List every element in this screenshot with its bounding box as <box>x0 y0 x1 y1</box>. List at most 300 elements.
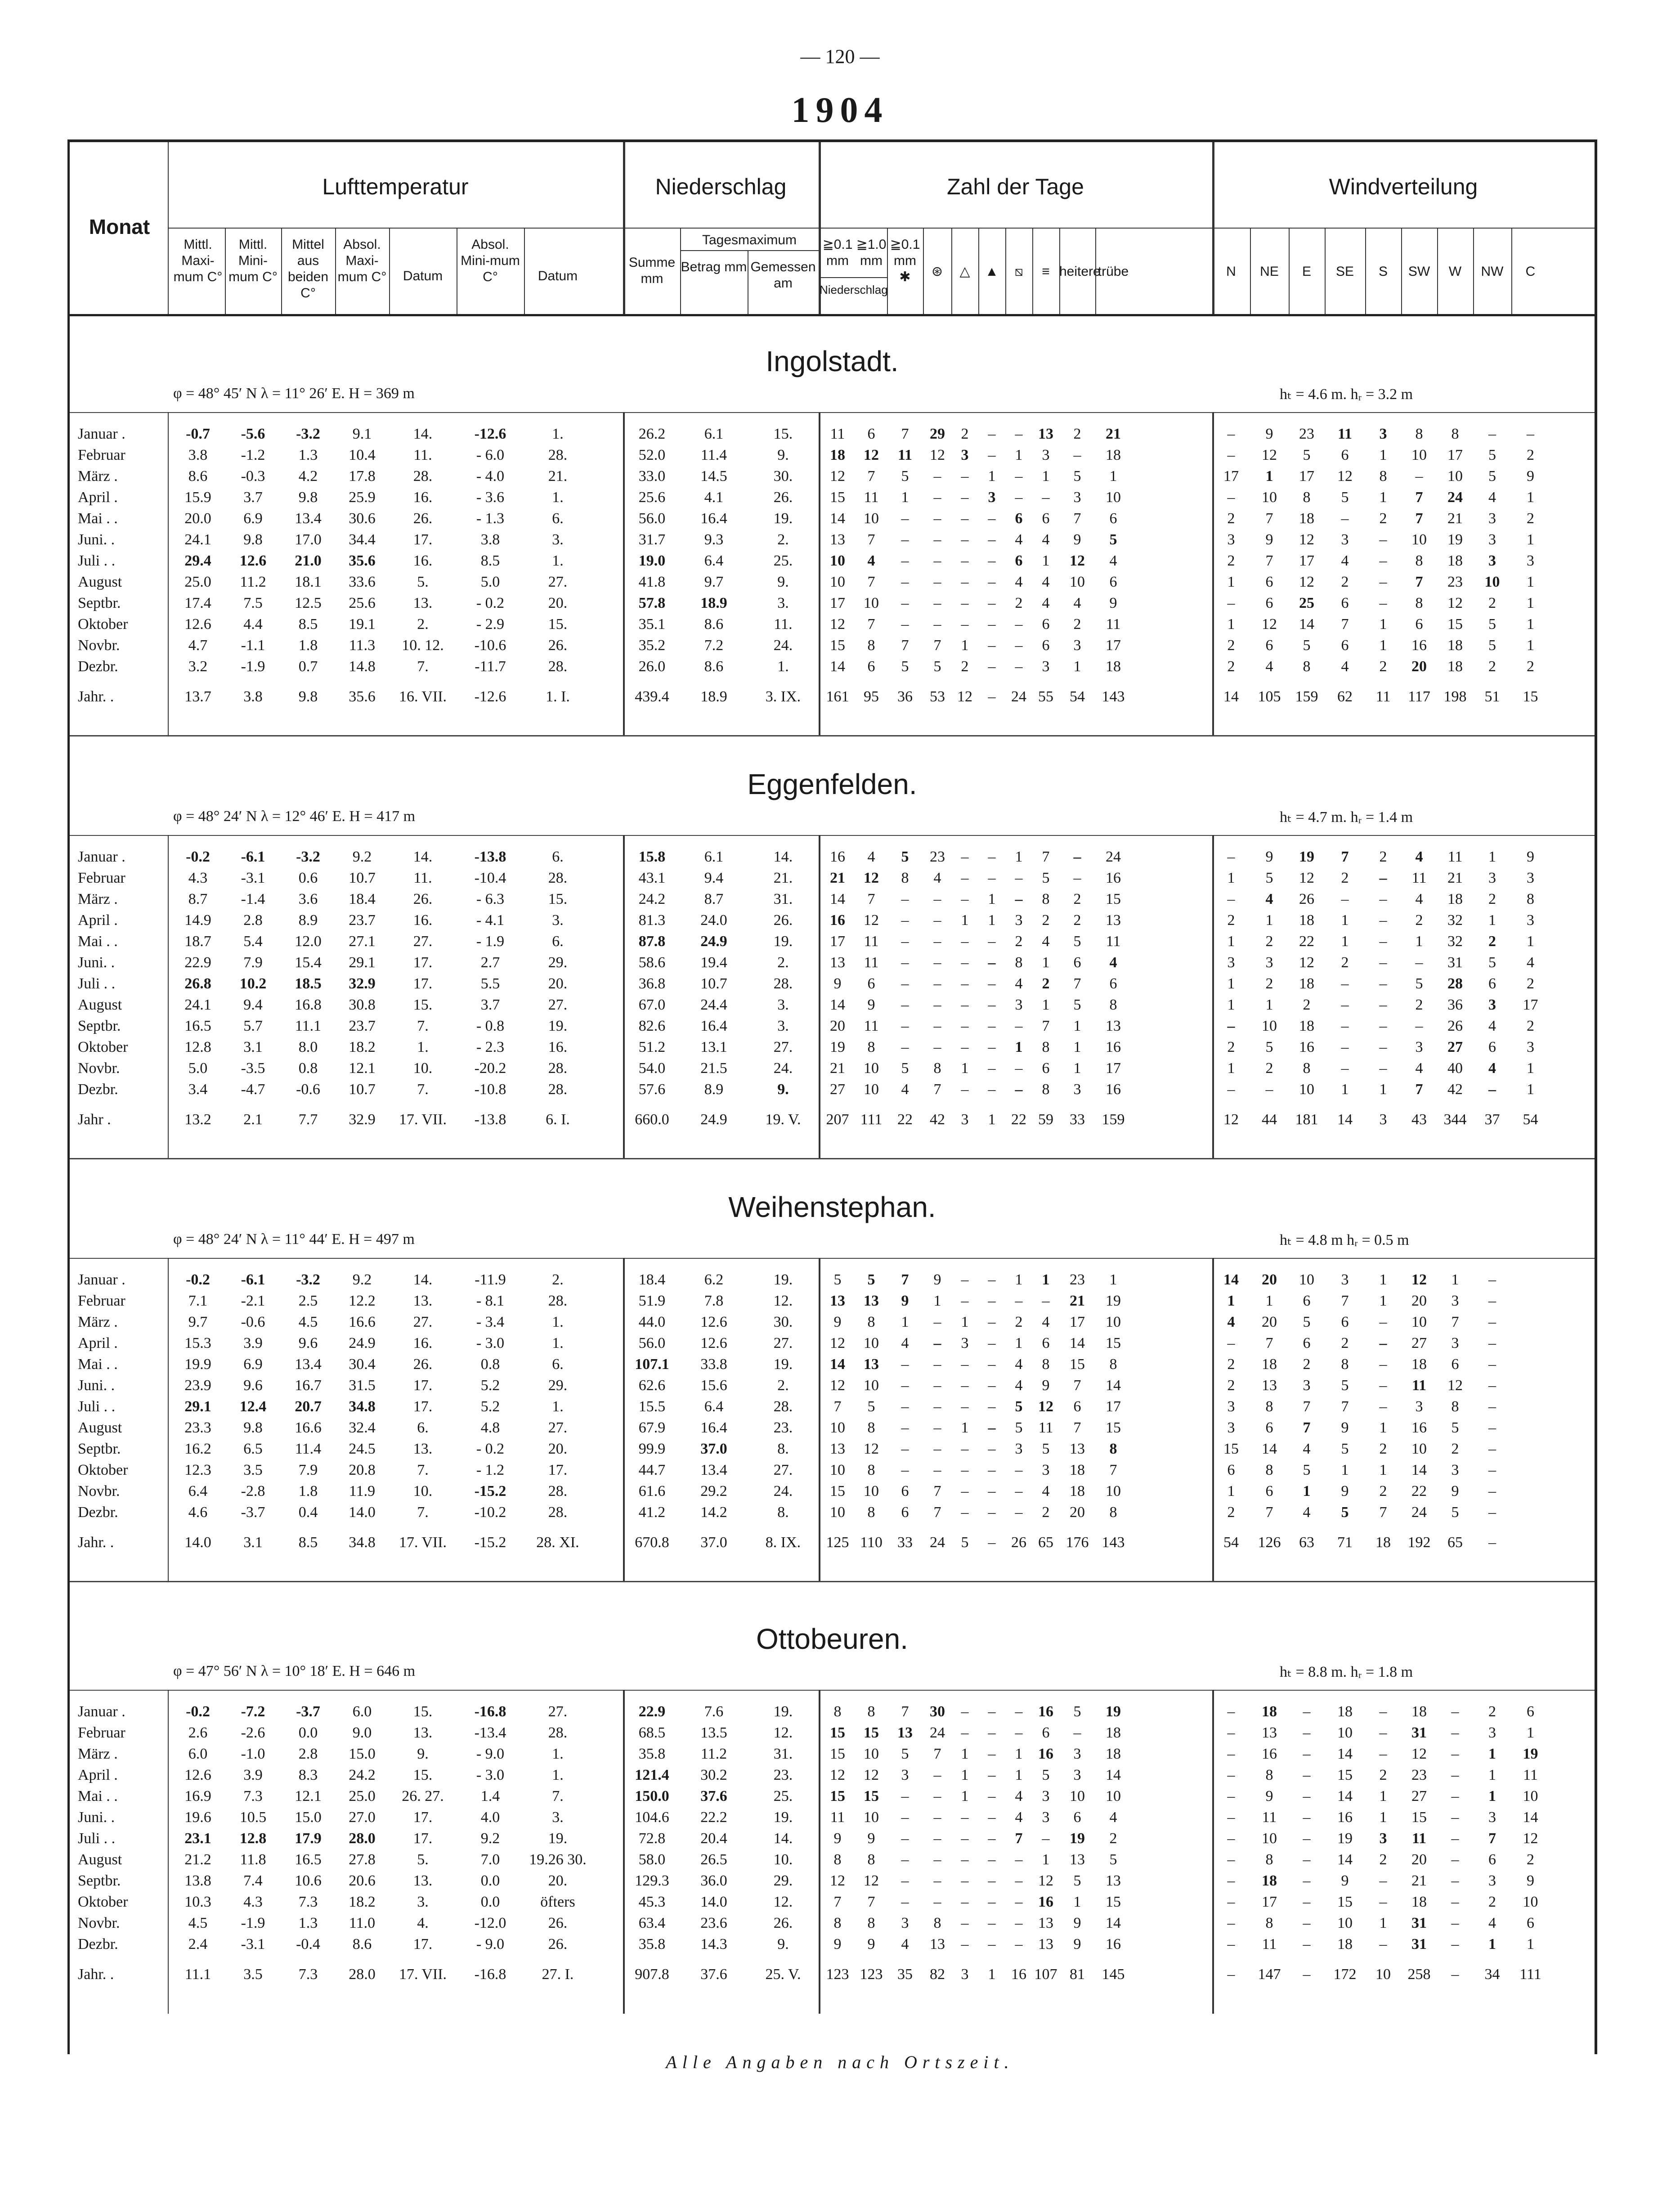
table-cell: – <box>1073 1724 1081 1741</box>
table-cell: -20.2 <box>474 1060 506 1077</box>
table-cell: – <box>901 531 909 548</box>
month-label: April . <box>78 912 118 929</box>
table-cell: 5 <box>1341 1504 1349 1521</box>
table-cell: 0.0 <box>480 1872 500 1889</box>
table-cell: – <box>933 1398 941 1415</box>
table-cell: 18.4 <box>349 891 376 907</box>
table-cell: 2 <box>1227 1504 1235 1521</box>
table-cell: 13.4 <box>700 1462 727 1478</box>
table-cell: 56.0 <box>638 510 666 527</box>
table-cell: 5 <box>1488 637 1496 654</box>
table-cell: 6 <box>1265 637 1273 654</box>
table-cell: 16.5 <box>184 1018 211 1034</box>
table-cell: 11 <box>1337 426 1353 442</box>
table-cell: 1 <box>1042 1271 1050 1288</box>
table-cell: – <box>1379 933 1387 950</box>
table-row <box>70 891 1595 911</box>
table-cell: 1 <box>1227 1060 1235 1077</box>
table-cell: – <box>988 1483 996 1499</box>
table-cell: – <box>988 997 996 1013</box>
col-header-tage-6: ▲ <box>985 264 999 279</box>
table-cell: 71 <box>1337 1534 1353 1551</box>
table-cell: - 9.0 <box>476 1936 505 1953</box>
table-cell: 0.8 <box>298 1060 318 1077</box>
table-cell: 3 <box>1379 426 1387 442</box>
table-cell: 3 <box>1341 1271 1349 1288</box>
table-cell: 1 <box>1527 1081 1534 1098</box>
table-cell: 9.6 <box>298 1335 318 1351</box>
table-cell: 1 <box>1015 848 1023 865</box>
table-cell: 6.0 <box>352 1703 372 1720</box>
table-cell: 4 <box>1042 1314 1050 1330</box>
table-cell: 6 <box>1527 1915 1534 1931</box>
col-header-snow-days: ≧0.1 mm ✱ <box>890 237 920 284</box>
table-cell: 2 <box>1379 848 1387 865</box>
col-header-tage-01: ≧0.1 mm <box>822 237 853 268</box>
station-name: Weihenstephan. <box>728 1191 936 1223</box>
table-cell: 8 <box>1265 1851 1273 1868</box>
table-cell: 9 <box>1073 531 1081 548</box>
table-cell: – <box>901 1872 909 1889</box>
table-cell: – <box>1379 1039 1387 1055</box>
month-label: Septbr. <box>78 1018 121 1034</box>
table-cell: 1 <box>961 1314 969 1330</box>
table-cell: – <box>961 574 969 590</box>
table-cell: – <box>961 1462 969 1478</box>
table-cell: 6. <box>552 510 564 527</box>
table-cell: 9.8 <box>298 489 318 506</box>
table-cell: 12 <box>1070 552 1085 569</box>
table-cell: 7 <box>1341 1293 1349 1309</box>
month-label: Mai . . <box>78 1356 118 1373</box>
table-cell: 8 <box>1015 954 1023 971</box>
table-cell: 10. 12. <box>402 637 444 654</box>
table-cell: -3.2 <box>296 1271 320 1288</box>
table-cell: 17 <box>830 595 845 611</box>
table-cell: 16 <box>830 848 845 865</box>
table-cell: – <box>933 1767 941 1783</box>
table-cell: 1 <box>1265 1293 1273 1309</box>
table-cell: – <box>1303 1746 1311 1762</box>
table-cell: 12.8 <box>184 1039 211 1055</box>
table-cell: 13 <box>930 1936 945 1953</box>
table-cell: 1 <box>1042 954 1050 971</box>
table-cell: 7 <box>1341 848 1349 865</box>
table-cell: 6 <box>1527 1703 1534 1720</box>
table-cell: 14.0 <box>184 1534 211 1551</box>
table-cell: – <box>1488 1271 1496 1288</box>
table-cell: 13 <box>1038 1936 1053 1953</box>
table-cell: – <box>988 1060 996 1077</box>
table-row <box>70 468 1595 489</box>
table-cell: 5 <box>1265 1039 1273 1055</box>
table-cell: 3. <box>552 531 564 548</box>
table-cell: 19.6 <box>184 1809 211 1826</box>
table-cell: 7. <box>417 1081 429 1098</box>
table-cell: 3 <box>1488 997 1496 1013</box>
table-cell: - 2.3 <box>476 1039 505 1055</box>
table-cell: 7 <box>1042 848 1050 865</box>
table-cell: 8 <box>1415 426 1423 442</box>
table-cell: – <box>1227 1018 1235 1034</box>
table-cell: – <box>1488 1483 1496 1499</box>
table-cell: 2 <box>1227 637 1235 654</box>
table-cell: 27.1 <box>349 933 376 950</box>
table-cell: 1. <box>552 1335 564 1351</box>
table-cell: 2 <box>1379 658 1387 675</box>
table-cell: 24.9 <box>700 933 727 950</box>
table-cell: - 8.1 <box>476 1293 505 1309</box>
table-cell: 1 <box>1488 912 1496 929</box>
table-cell: 8 <box>867 1915 875 1931</box>
table-cell: 41.8 <box>638 574 666 590</box>
table-cell: 15 <box>864 1788 879 1804</box>
table-cell: 36.8 <box>638 975 666 992</box>
table-cell: 9 <box>833 1314 842 1330</box>
table-cell: – <box>933 595 941 611</box>
table-cell: 17. <box>413 1830 433 1847</box>
table-cell: 12.0 <box>295 933 322 950</box>
table-cell: 18.7 <box>184 933 211 950</box>
table-cell: – <box>1227 1966 1235 1983</box>
table-cell: 12 <box>1411 1746 1427 1762</box>
table-cell: 16 <box>1299 1039 1314 1055</box>
table-cell: 9.2 <box>352 848 372 865</box>
table-cell: – <box>1073 447 1081 463</box>
table-cell: 7 <box>1415 489 1423 506</box>
table-cell: – <box>1265 1081 1273 1098</box>
table-cell: 2 <box>1042 912 1050 929</box>
table-cell: 3.5 <box>243 1966 263 1983</box>
table-cell: 87.8 <box>638 933 666 950</box>
table-cell: 8 <box>1265 1915 1273 1931</box>
table-cell: 44 <box>1262 1111 1277 1128</box>
table-cell: 31.5 <box>349 1377 376 1394</box>
table-cell: – <box>1488 1398 1496 1415</box>
table-cell: – <box>901 616 909 633</box>
table-cell: 7 <box>1015 1830 1023 1847</box>
table-cell: – <box>961 616 969 633</box>
table-cell: 5 <box>1303 1462 1311 1478</box>
table-cell: 54 <box>1070 688 1085 705</box>
table-cell: – <box>1379 1746 1387 1762</box>
table-cell: 21 <box>1106 426 1121 442</box>
table-cell: 2 <box>1488 933 1496 950</box>
table-cell: 6 <box>1015 552 1023 569</box>
table-cell: – <box>1042 489 1050 506</box>
table-row <box>70 1356 1595 1377</box>
table-cell: 20 <box>1262 1314 1277 1330</box>
table-cell: 1 <box>1073 1894 1081 1910</box>
table-cell: 2.4 <box>188 1936 208 1953</box>
table-cell: 5 <box>1303 1314 1311 1330</box>
table-cell: 8 <box>1303 489 1311 506</box>
table-cell: 2 <box>1527 510 1534 527</box>
table-cell: 35 <box>897 1966 913 1983</box>
table-cell: 7.3 <box>298 1894 318 1910</box>
table-cell: 5 <box>1488 616 1496 633</box>
month-label: Dezbr. <box>78 658 118 675</box>
station-coordinates: φ = 48° 24′ N λ = 12° 46′ E. H = 417 m <box>173 808 416 825</box>
table-cell: 6 <box>1073 954 1081 971</box>
table-cell: 19 <box>830 1039 845 1055</box>
table-cell: 16 <box>1106 1936 1121 1953</box>
table-cell: – <box>933 489 941 506</box>
table-cell: -3.7 <box>296 1703 320 1720</box>
table-row <box>70 489 1595 510</box>
table-cell: – <box>961 1504 969 1521</box>
table-cell: 2 <box>1265 975 1273 992</box>
table-cell: 12 <box>830 1335 845 1351</box>
table-cell: 25 <box>1299 595 1314 611</box>
table-cell: 150.0 <box>635 1788 669 1804</box>
table-row <box>70 997 1595 1017</box>
table-cell: 5 <box>901 1060 909 1077</box>
table-cell: 17 <box>1262 1894 1277 1910</box>
table-cell: 28. <box>548 1504 568 1521</box>
table-cell: – <box>1341 1060 1349 1077</box>
table-cell: – <box>1379 997 1387 1013</box>
month-label: Dezbr. <box>78 1936 118 1953</box>
table-cell: 1. <box>552 552 564 569</box>
table-cell: 13. <box>413 595 433 611</box>
table-cell: 159 <box>1295 688 1318 705</box>
table-cell: – <box>961 1018 969 1034</box>
table-cell: 9. <box>777 1081 789 1098</box>
table-cell: 4 <box>1488 1915 1496 1931</box>
table-cell: 19 <box>1106 1293 1121 1309</box>
table-cell: 12.6 <box>700 1335 727 1351</box>
table-cell: 9 <box>1527 848 1534 865</box>
table-cell: 33.0 <box>638 468 666 485</box>
table-cell: 9 <box>1042 1377 1050 1394</box>
table-cell: – <box>1341 997 1349 1013</box>
table-cell: 45.3 <box>638 1894 666 1910</box>
month-label: April . <box>78 1767 118 1783</box>
table-cell: 31 <box>1411 1724 1427 1741</box>
table-cell: 1 <box>961 1746 969 1762</box>
table-cell: 3 <box>1073 1767 1081 1783</box>
table-cell: 24.9 <box>700 1111 727 1128</box>
table-cell: – <box>1379 552 1387 569</box>
table-cell: 13.1 <box>700 1039 727 1055</box>
table-cell: 19. <box>548 1018 568 1034</box>
table-cell: 7 <box>933 1483 941 1499</box>
table-cell: 26. <box>413 891 433 907</box>
table-cell: 28. <box>548 447 568 463</box>
table-cell: 9.7 <box>704 574 724 590</box>
table-cell: – <box>901 1018 909 1034</box>
table-cell: 31.7 <box>638 531 666 548</box>
table-cell: 16.4 <box>700 1419 727 1436</box>
table-cell: 6 <box>1451 1356 1459 1373</box>
table-cell: 1 <box>1527 574 1534 590</box>
table-cell: 0.7 <box>298 658 318 675</box>
table-cell: 1 <box>961 1788 969 1804</box>
table-cell: 13 <box>1038 426 1053 442</box>
table-cell: 11 <box>830 426 845 442</box>
table-cell: 27 <box>1411 1788 1427 1804</box>
table-cell: 12 <box>1299 954 1314 971</box>
table-cell: 36.0 <box>700 1872 727 1889</box>
table-cell: – <box>933 1419 941 1436</box>
table-cell: 11 <box>1523 1767 1538 1783</box>
table-cell: 4 <box>1265 891 1273 907</box>
table-cell: 6.1 <box>704 426 724 442</box>
month-label: März . <box>78 468 118 485</box>
month-label: Oktober <box>78 1462 128 1478</box>
table-cell: 8 <box>1451 1398 1459 1415</box>
table-cell: 12 <box>830 1872 845 1889</box>
table-cell: 1 <box>1379 637 1387 654</box>
table-cell: 55 <box>1038 688 1053 705</box>
table-cell: 8 <box>1042 1081 1050 1098</box>
table-cell: 7 <box>933 1746 941 1762</box>
table-cell: 6 <box>1303 1293 1311 1309</box>
table-cell: 4 <box>1042 595 1050 611</box>
table-cell: – <box>1451 1894 1459 1910</box>
table-row <box>70 1746 1595 1766</box>
table-cell: 2. <box>417 616 429 633</box>
table-cell: 14 <box>1106 1915 1121 1931</box>
table-cell: 10 <box>830 574 845 590</box>
table-cell: – <box>961 1894 969 1910</box>
table-cell: 15.4 <box>295 954 322 971</box>
table-cell: 12 <box>830 468 845 485</box>
table-cell: 14. <box>773 848 793 865</box>
table-cell: 11 <box>897 447 913 463</box>
table-cell: 23.1 <box>184 1830 211 1847</box>
table-cell: – <box>988 1419 996 1436</box>
table-cell: 4 <box>1303 1504 1311 1521</box>
table-cell: 5 <box>901 1746 909 1762</box>
month-label: Juli . . <box>78 975 116 992</box>
table-cell: 3 <box>1042 1462 1050 1478</box>
table-cell: 65 <box>1447 1534 1463 1551</box>
table-cell: 5.4 <box>243 933 263 950</box>
table-cell: 1 <box>1015 447 1023 463</box>
table-cell: 12 <box>1038 1872 1053 1889</box>
table-cell: – <box>1379 1377 1387 1394</box>
table-cell: 8.6 <box>352 1936 372 1953</box>
table-cell: 4 <box>1042 574 1050 590</box>
month-label: Septbr. <box>78 1441 121 1457</box>
table-cell: 9. <box>777 1936 789 1953</box>
table-cell: – <box>961 954 969 971</box>
table-cell: 7 <box>1451 1314 1459 1330</box>
table-cell: 3 <box>1415 1039 1423 1055</box>
table-cell: 9.7 <box>188 1314 208 1330</box>
table-cell: 3. <box>552 912 564 929</box>
table-cell: 35.6 <box>349 552 376 569</box>
col-header-luft-0: Mittl. Maxi-mum C° <box>173 237 223 284</box>
table-row <box>70 595 1595 615</box>
table-cell: 14 <box>1262 1441 1277 1457</box>
table-cell: 8 <box>1265 1462 1273 1478</box>
table-cell: – <box>961 468 969 485</box>
table-cell: 14.5 <box>700 468 727 485</box>
table-cell: 14 <box>1411 1462 1427 1478</box>
table-cell: – <box>1488 1314 1496 1330</box>
table-row <box>70 1081 1595 1102</box>
table-cell: 5. <box>417 574 429 590</box>
table-cell: 18 <box>1262 1356 1277 1373</box>
table-cell: 6 <box>867 658 875 675</box>
table-cell: – <box>1227 891 1235 907</box>
table-cell: 143 <box>1102 1534 1125 1551</box>
table-cell: – <box>1227 1872 1235 1889</box>
table-cell: 5 <box>901 468 909 485</box>
table-cell: – <box>988 848 996 865</box>
table-cell: 1.3 <box>298 1915 318 1931</box>
table-cell: 2.7 <box>480 954 500 971</box>
table-cell: 16. <box>413 552 433 569</box>
table-cell: 18 <box>1447 552 1463 569</box>
table-cell: 16 <box>1106 870 1121 886</box>
table-cell: 25.6 <box>349 595 376 611</box>
table-cell: 28.0 <box>349 1830 376 1847</box>
table-cell: 81.3 <box>638 912 666 929</box>
table-cell: – <box>1379 1872 1387 1889</box>
table-cell: 26. <box>413 510 433 527</box>
table-cell: 12 <box>1262 616 1277 633</box>
table-cell: – <box>1227 447 1235 463</box>
table-cell: 1.8 <box>298 637 318 654</box>
table-cell: – <box>988 1018 996 1034</box>
table-cell: 19. <box>773 1356 793 1373</box>
table-cell: 1 <box>961 637 969 654</box>
table-cell: 8 <box>1042 1356 1050 1373</box>
table-cell: 4 <box>867 848 875 865</box>
table-cell: 36 <box>897 688 913 705</box>
table-cell: – <box>901 1039 909 1055</box>
table-cell: 3 <box>961 1966 969 1983</box>
table-cell: 4.3 <box>243 1894 263 1910</box>
table-cell: 4 <box>1073 595 1081 611</box>
table-cell: 9. <box>777 447 789 463</box>
col-header-tage-9: heitere <box>1059 264 1101 279</box>
table-cell: 5 <box>933 658 941 675</box>
table-cell: 18.2 <box>349 1039 376 1055</box>
table-row <box>70 954 1595 975</box>
table-cell: 4 <box>1042 531 1050 548</box>
table-cell: – <box>1015 616 1023 633</box>
table-cell: 26. <box>413 1356 433 1373</box>
table-cell: 2 <box>1379 1441 1387 1457</box>
table-cell: 7 <box>1379 1504 1387 1521</box>
table-cell: 18 <box>1337 1936 1353 1953</box>
table-cell: 8.5 <box>480 552 500 569</box>
table-cell: 12.5 <box>295 595 322 611</box>
table-cell: 6 <box>1303 1335 1311 1351</box>
table-cell: – <box>901 954 909 971</box>
table-cell: 5 <box>1073 933 1081 950</box>
table-cell: 5.7 <box>243 1018 263 1034</box>
table-cell: 2 <box>1488 658 1496 675</box>
table-cell: 6 <box>1109 975 1117 992</box>
table-cell: – <box>988 870 996 886</box>
table-cell: – <box>1379 1314 1387 1330</box>
table-cell: 8 <box>867 1314 875 1330</box>
table-cell: 16. VII. <box>399 688 447 705</box>
table-cell: 41.2 <box>638 1504 666 1521</box>
table-cell: 26. <box>773 912 793 929</box>
table-cell: 1. <box>417 1039 429 1055</box>
table-cell: 58.0 <box>638 1851 666 1868</box>
table-cell: 6 <box>1109 574 1117 590</box>
table-cell: 2 <box>1341 574 1349 590</box>
table-cell: 20 <box>1411 1851 1427 1868</box>
